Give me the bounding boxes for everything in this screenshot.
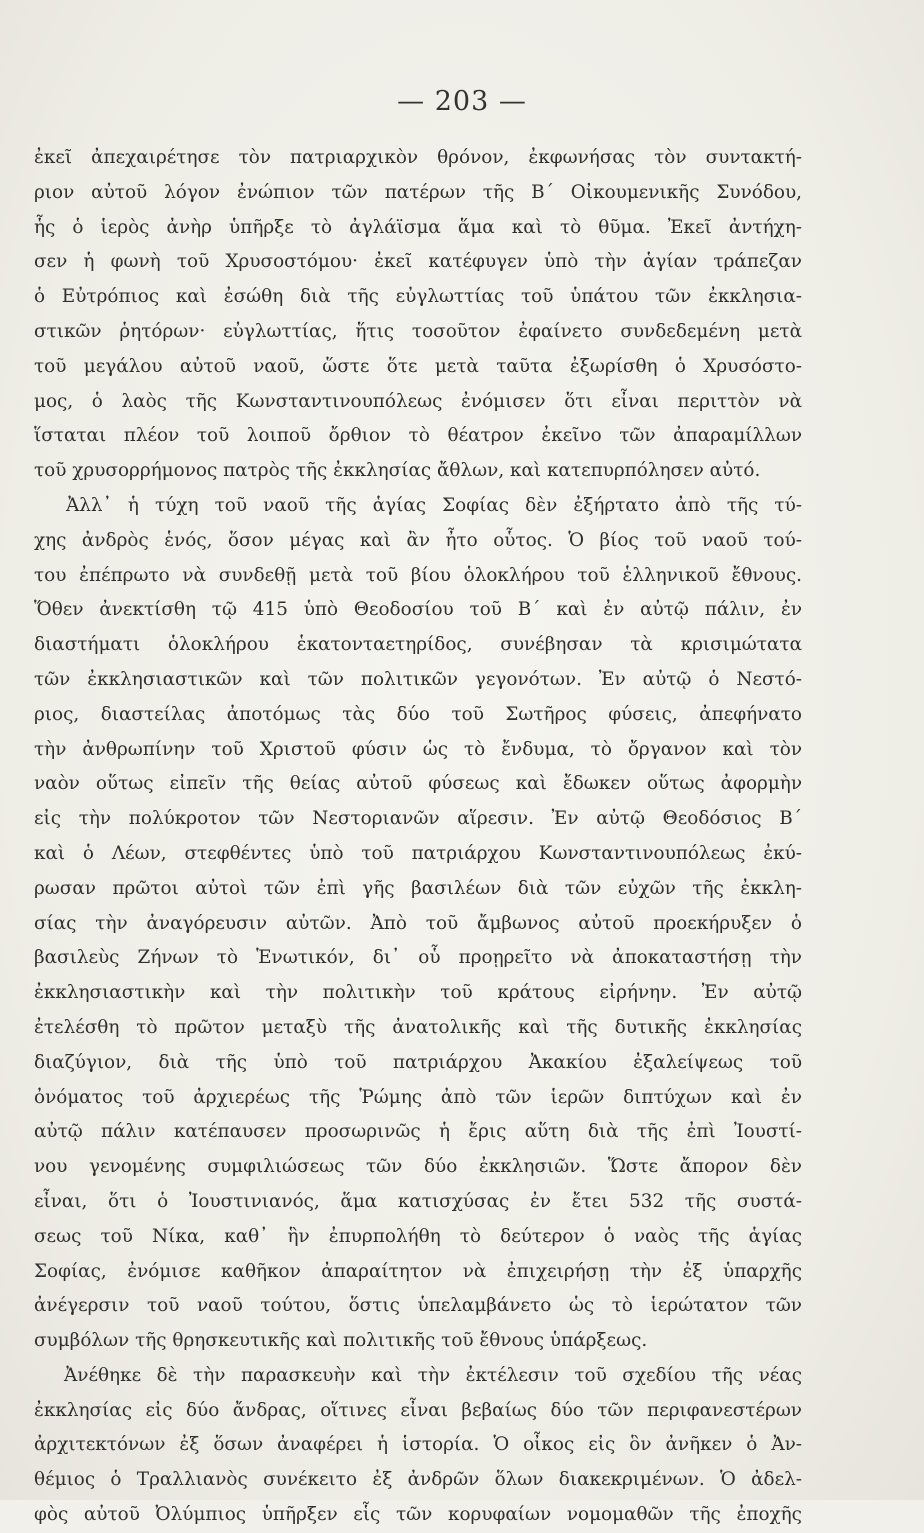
text-line: ἧς ὁ ἱερὸς ἀνὴρ ὑπῆρξε τὸ ἀγλάϊσμα ἅμα καὶ τὸ θῦμα. Ἐκεῖ ἀντήχη- [34, 216, 802, 238]
text-line: σίας τὴν ἀναγόρευσιν αὐτῶν. Ἀπὸ τοῦ ἄμβωνος αὐτοῦ προεκήρυξεν ὁ [34, 912, 802, 934]
text-line: βασιλεὺς Ζήνων τὸ Ἑνωτικόν, δι᾽ οὗ προῃρεῖτο νὰ ἀποκαταστήσῃ τὴν [34, 947, 802, 969]
text-line: τὴν ἀνθρωπίνην τοῦ Χριστοῦ φύσιν ὡς τὸ ἔνδυμα, τὸ ὄργανον καὶ τὸν [34, 738, 802, 760]
text-line: τοῦ μεγάλου αὐτοῦ ναοῦ, ὥστε ὅτε μετὰ ταῦτα ἐξωρίσθη ὁ Χρυσόστο- [34, 355, 802, 377]
text-line: ἀρχιτεκτόνων ἐξ ὅσων ἀναφέρει ἡ ἱστορία. Ὁ οἶκος εἰς ὃν ἀνῆκεν ὁ Ἀν- [34, 1434, 802, 1456]
text-line: ὁ Εὐτρόπιος καὶ ἐσώθη διὰ τῆς εὐγλωττίας τοῦ ὑπάτου τῶν ἐκκλησια- [34, 286, 802, 308]
text-line: σεν ἡ φωνὴ τοῦ Χρυσοστόμου· ἐκεῖ κατέφυγεν ὑπὸ τὴν ἁγίαν τράπεζαν [34, 251, 802, 273]
text-line: ἀνέγερσιν τοῦ ναοῦ τούτου, ὅστις ὑπελαμβάνετο ὡς τὸ ἱερώτατον τῶν [34, 1295, 802, 1317]
text-line: ἐκεῖ ἀπεχαιρέτησε τὸν πατριαρχικὸν θρόνον, ἐκφωνήσας τὸν συντακτή- [34, 147, 802, 168]
text-line: διαστήματι ὁλοκλήρου ἑκατονταετηρίδος, συνέβησαν τὰ κρισιμώτατα [34, 634, 802, 656]
text-line: εἶναι, ὅτι ὁ Ἰουστινιανός, ἅμα κατισχύσας ἐν ἔτει 532 τῆς συστά- [34, 1190, 802, 1212]
page-number: — 203 — [397, 86, 527, 117]
text-line: ἵσταται πλέον τοῦ λοιποῦ ὄρθιον τὸ θέατρον ἐκεῖνο τῶν ἀπαραμίλλων [34, 425, 802, 447]
text-line: θέμιος ὁ Τραλλιανὸς συνέκειτο ἐξ ἀνδρῶν ὅλων διακεκριμένων. Ὁ ἀδελ- [34, 1469, 802, 1491]
text-line: μος, ὁ λαὸς τῆς Κωνσταντινουπόλεως ἐνόμισεν ὅτι εἶναι περιττὸν νὰ [34, 390, 802, 412]
text-line: συμβόλων τῆς θρησκευτικῆς καὶ πολιτικῆς τοῦ ἔθνους ὑπάρξεως. [34, 1330, 648, 1352]
text-line: Ὅθεν ἀνεκτίσθη τῷ 415 ὑπὸ Θεοδοσίου τοῦ Β΄ καὶ ἐν αὐτῷ πάλιν, ἐν [34, 599, 802, 621]
text-line: φὸς αὐτοῦ Ὀλύμπιος ὑπῆρξεν εἷς τῶν κορυφαίων νομομαθῶν τῆς ἐποχῆς [34, 1504, 802, 1526]
text-line: τῶν ἐκκλησιαστικῶν καὶ τῶν πολιτικῶν γεγονότων. Ἐν αὐτῷ ὁ Νεστό- [34, 668, 802, 690]
text-line: τοῦ χρυσορρήμονος πατρὸς τῆς ἐκκλησίας ἄθλων, καὶ κατεπυρπόλησεν αὐτό. [34, 460, 761, 482]
text-line: του ἐπέπρωτο νὰ συνδεθῇ μετὰ τοῦ βίου ὁλοκλήρου τοῦ ἑλληνικοῦ ἔθνους. [34, 564, 802, 586]
text-line: ὀνόματος τοῦ ἀρχιερέως τῆς Ῥώμης ἀπὸ τῶν ἱερῶν διπτύχων καὶ ἐν [34, 1086, 802, 1108]
text-line: ναὸν οὕτως εἰπεῖν τῆς θείας αὐτοῦ φύσεως καὶ ἔδωκεν οὕτως ἀφορμὴν [34, 773, 802, 795]
text-line: ρωσαν πρῶτοι αὐτοὶ τῶν ἐπὶ γῆς βασιλέων διὰ τῶν εὐχῶν τῆς ἐκκλη- [34, 877, 802, 899]
text-line: στικῶν ῥητόρων· εὐγλωττίας, ἥτις τοσοῦτον ἐφαίνετο συνδεδεμένη μετὰ [34, 320, 802, 342]
text-line: αὐτῷ πάλιν κατέπαυσεν προσωρινῶς ἡ ἔρις αὕτη διὰ τῆς ἐπὶ Ἰουστί- [34, 1121, 802, 1143]
text-line: διαζύγιον, διὰ τῆς ὑπὸ τοῦ πατριάρχου Ἀκακίου ἐξαλείψεως τοῦ [34, 1051, 802, 1073]
text-line: ριον αὐτοῦ λόγον ἐνώπιον τῶν πατέρων τῆς Β΄ Οἰκουμενικῆς Συνόδου, [34, 181, 802, 203]
text-line: ἐκκλησιαστικὴν καὶ τὴν πολιτικὴν τοῦ κράτους εἰρήνην. Ἐν αὐτῷ [34, 982, 802, 1004]
paragraph-start-line: Ἀνέθηκε δὲ τὴν παρασκευὴν καὶ τὴν ἐκτέλεσιν τοῦ σχεδίου τῆς νέας [64, 1364, 802, 1386]
text-line: σεως τοῦ Νίκα, καθ᾽ ἣν ἐπυρπολήθη τὸ δεύτερον ὁ ναὸς τῆς ἁγίας [34, 1225, 802, 1247]
paragraph-start-line: Ἀλλ᾽ ἡ τύχη τοῦ ναοῦ τῆς ἁγίας Σοφίας δὲν ἐξήρτατο ἀπὸ τῆς τύ- [66, 494, 802, 516]
text-line: Σοφίας, ἐνόμισε καθῆκον ἀπαραίτητον νὰ ἐπιχειρήσῃ τὴν ἐξ ὑπαρχῆς [34, 1260, 802, 1282]
text-line: καὶ ὁ Λέων, στεφθέντες ὑπὸ τοῦ πατριάρχου Κωνσταντινουπόλεως ἐκύ- [34, 842, 802, 864]
text-line: ἐκκλησίας εἰς δύο ἄνδρας, οἵτινες εἶναι βεβαίως δύο τῶν περιφανεστέρων [34, 1399, 802, 1421]
text-line: ριος, διαστείλας ἀποτόμως τὰς δύο τοῦ Σωτῆρος φύσεις, ἀπεφήνατο [34, 703, 802, 725]
body-text [34, 141, 802, 1533]
text-line: νου γενομένης συμφιλιώσεως τῶν δύο ἐκκλησιῶν. Ὥστε ἄπορον δὲν [34, 1156, 802, 1178]
text-line: χης ἀνδρὸς ἑνός, ὅσον μέγας καὶ ἂν ἦτο οὗτος. Ὁ βίος τοῦ ναοῦ τού- [34, 529, 802, 551]
text-line: ἐτελέσθη τὸ πρῶτον μεταξὺ τῆς ἀνατολικῆς καὶ τῆς δυτικῆς ἐκκλησίας [34, 1016, 802, 1038]
text-line: εἰς τὴν πολύκροτον τῶν Νεστοριανῶν αἵρεσιν. Ἐν αὐτῷ Θεοδόσιος Β΄ [34, 808, 802, 830]
